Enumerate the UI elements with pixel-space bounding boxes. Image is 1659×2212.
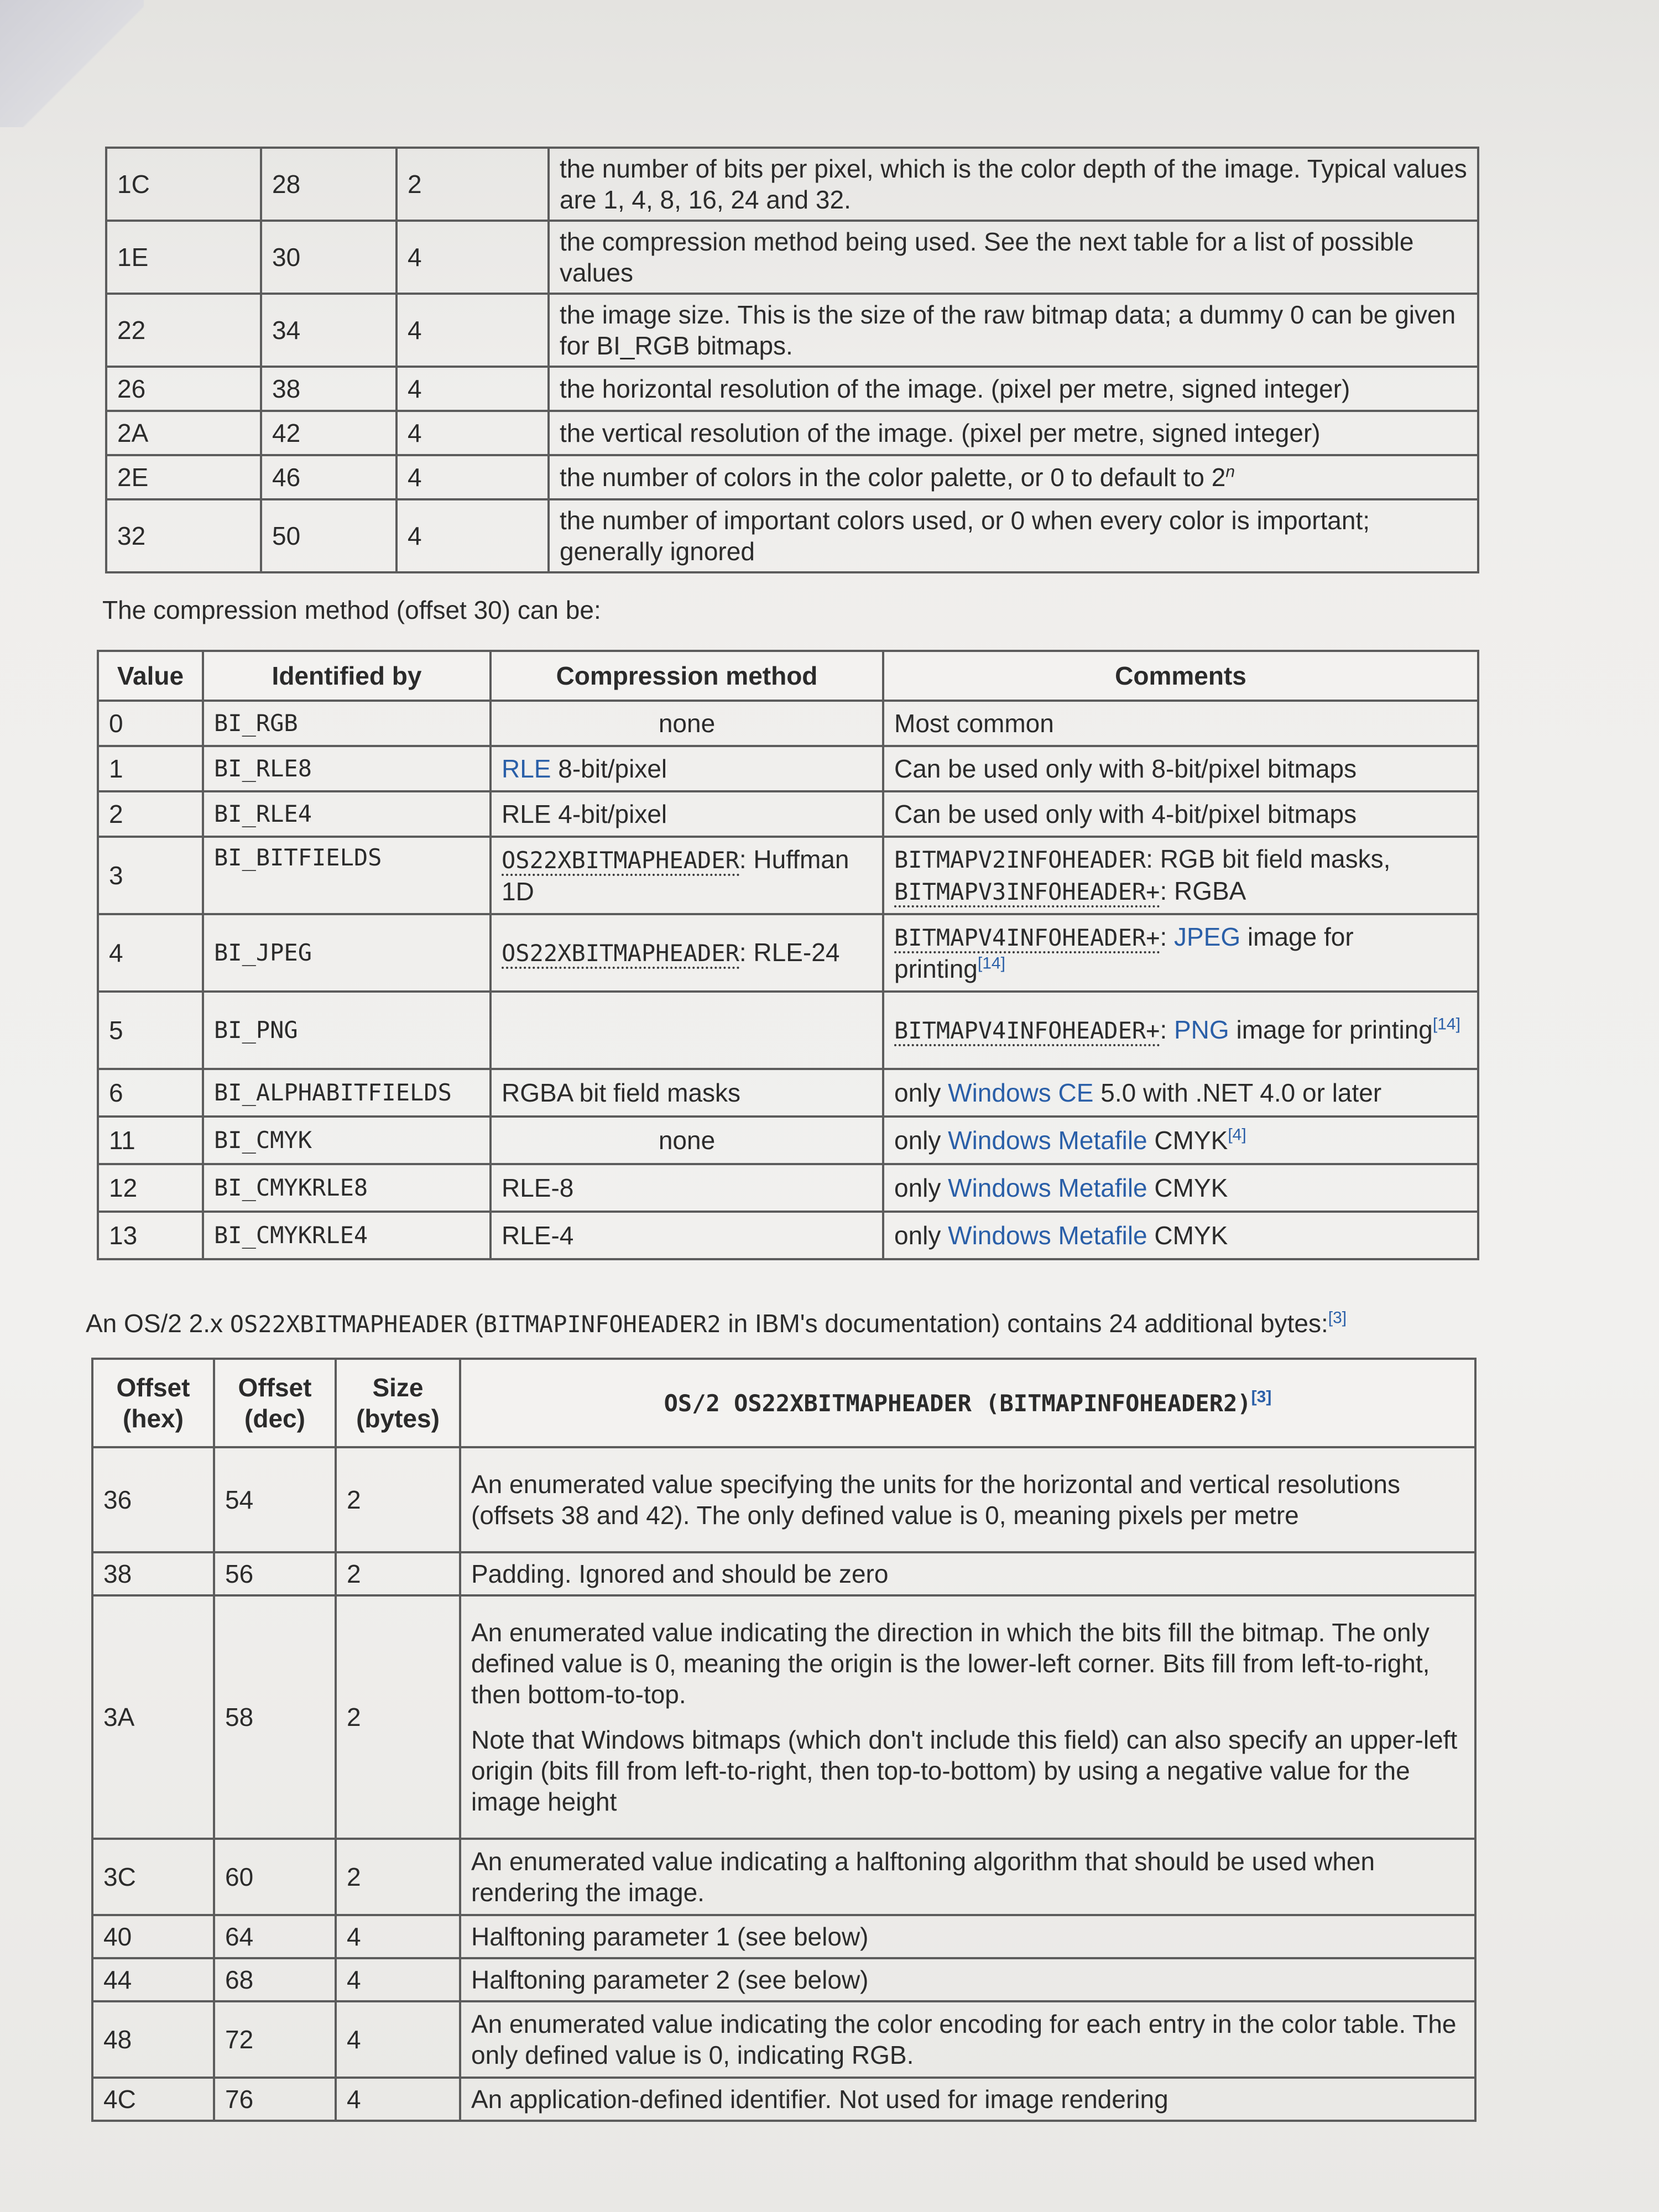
identifier-cell: BI_RGB: [203, 701, 491, 746]
os2-bitmapheader-table: [91, 1358, 1477, 2122]
comment-text: only: [894, 1173, 948, 1202]
reference-3-link[interactable]: [3]: [1251, 1387, 1272, 1406]
method-text: : Huffman 1D: [502, 845, 849, 906]
offset-dec-cell: 64: [214, 1915, 336, 1958]
offset-dec-cell: 50: [261, 499, 397, 572]
bitmapv2infoheader-text: BITMAPV2INFOHEADER: [894, 846, 1146, 873]
comment-text: 5.0 with .NET 4.0 or later: [1093, 1078, 1382, 1107]
offset-hex-cell: 38: [92, 1552, 214, 1595]
title-text: OS/2 OS22XBITMAPHEADER: [664, 1390, 972, 1417]
identifier-cell: BI_RLE8: [203, 746, 491, 791]
method-cell: [491, 746, 883, 791]
description-cell: the number of important colors used, or 0 when every color is important; generally ignored: [549, 499, 1478, 572]
windows-ce-link[interactable]: Windows CE: [948, 1078, 1094, 1107]
offset-hex-cell: 26: [106, 367, 261, 411]
offset-hex-cell: 1E: [106, 221, 261, 294]
table-row: [98, 791, 1478, 837]
comment-cell: Can be used only with 4-bit/pixel bitmaps: [883, 791, 1478, 837]
caption-text: (: [467, 1309, 483, 1338]
os22xbitmapheader-code: OS22XBITMAPHEADER: [229, 1311, 468, 1338]
comment-cell: [883, 992, 1478, 1069]
comment-cell: [883, 1069, 1478, 1117]
table-row: [98, 701, 1478, 746]
offset-dec-cell: 60: [214, 1839, 336, 1915]
exponent: n: [1225, 462, 1235, 481]
size-cell: 2: [336, 1839, 460, 1915]
identifier-cell: BI_JPEG: [203, 914, 491, 992]
description-text: An enumerated value indicating the direction in which the bits fill the bitmap. The only defined value is 0, meaning the origin is the lower-left corner. Bits fill from left-to-right, then bottom-to-top.: [471, 1618, 1430, 1709]
page-corner-shadow: [0, 0, 144, 127]
identifier-cell: BI_CMYK: [203, 1117, 491, 1164]
description-cell: An application-defined identifier. Not used for image rendering: [460, 2078, 1475, 2121]
column-header-size: Size (bytes): [336, 1359, 460, 1447]
table-row: [106, 411, 1478, 455]
column-header: Comments: [883, 651, 1478, 701]
comment-text: only: [894, 1221, 948, 1250]
windows-metafile-link[interactable]: Windows Metafile: [948, 1126, 1147, 1155]
compression-caption: The compression method (offset 30) can be:: [102, 596, 601, 624]
description-cell: the vertical resolution of the image. (pixel per metre, signed integer): [549, 411, 1478, 455]
comment-text: CMYK: [1147, 1221, 1228, 1250]
description-cell: Padding. Ignored and should be zero: [460, 1552, 1475, 1595]
size-cell: 4: [336, 2078, 460, 2121]
size-cell: 4: [397, 221, 549, 294]
size-cell: 2: [336, 1595, 460, 1839]
os2-header-caption: [86, 1308, 1347, 1340]
identifier-cell: BI_CMYKRLE4: [203, 1212, 491, 1259]
comment-text: only: [894, 1126, 948, 1155]
method-cell: none: [491, 701, 883, 746]
column-header: Identified by: [203, 651, 491, 701]
method-cell: [491, 992, 883, 1069]
compression-method-table: [97, 650, 1479, 1260]
column-header: Compression method: [491, 651, 883, 701]
column-header-offset-dec: Offset (dec): [214, 1359, 336, 1447]
description-cell: Halftoning parameter 2 (see below): [460, 1958, 1475, 2001]
offset-hex-cell: 22: [106, 294, 261, 367]
value-cell: 11: [98, 1117, 203, 1164]
table-row: [92, 1447, 1475, 1552]
description-cell: An enumerated value indicating the color encoding for each entry in the color table. The only defined value is 0, indicating RGB.: [460, 2001, 1475, 2078]
method-text: 8-bit/pixel: [551, 754, 667, 783]
offset-dec-cell: 58: [214, 1595, 336, 1839]
method-cell: [491, 914, 883, 992]
offset-dec-cell: 54: [214, 1447, 336, 1552]
table-row: [98, 1212, 1478, 1259]
table-row: [106, 294, 1478, 367]
jpeg-link[interactable]: JPEG: [1174, 922, 1241, 951]
table-row: [92, 1915, 1475, 1958]
value-cell: 2: [98, 791, 203, 837]
offset-dec-cell: 30: [261, 221, 397, 294]
table-header-row: [92, 1359, 1475, 1447]
table-row: [106, 367, 1478, 411]
comment-cell: [883, 837, 1478, 914]
table-row: [92, 2001, 1475, 2078]
offset-hex-cell: 32: [106, 499, 261, 572]
comment-text: CMYK: [1147, 1173, 1228, 1202]
comment-cell: [883, 1117, 1478, 1164]
reference-3-link[interactable]: [3]: [1328, 1308, 1347, 1327]
size-cell: 4: [336, 1958, 460, 2001]
table-row: [98, 992, 1478, 1069]
table-row: [98, 746, 1478, 791]
comment-text: : RGB bit field masks,: [1146, 844, 1391, 873]
png-link[interactable]: PNG: [1174, 1015, 1229, 1044]
method-cell: RGBA bit field masks: [491, 1069, 883, 1117]
rle-link[interactable]: RLE: [502, 754, 551, 783]
table-header-row: [98, 651, 1478, 701]
description-note: Note that Windows bitmaps (which don't include this field) can also specify an upper-left origin (bits fill from left-to-right, then top-to-bottom) by using a negative value for the image height: [471, 1725, 1458, 1816]
value-cell: 13: [98, 1212, 203, 1259]
reference-14-link[interactable]: [14]: [977, 954, 1005, 973]
table-row: [98, 837, 1478, 914]
caption-text: An OS/2 2.x: [86, 1309, 230, 1338]
size-cell: 4: [397, 455, 549, 499]
table-row: [92, 1595, 1475, 1839]
value-cell: 3: [98, 837, 203, 914]
caption-text: in IBM's documentation) contains 24 additional bytes:: [721, 1309, 1328, 1338]
column-header: Value: [98, 651, 203, 701]
offset-dec-cell: 68: [214, 1958, 336, 2001]
comment-sep: :: [1160, 922, 1174, 951]
method-text: : RLE-24: [739, 938, 840, 967]
value-cell: 5: [98, 992, 203, 1069]
value-cell: 4: [98, 914, 203, 992]
title-text: (BITMAPINFOHEADER2): [971, 1390, 1251, 1417]
table-row: [92, 2078, 1475, 2121]
description-cell: [460, 1595, 1475, 1839]
offset-dec-cell: 28: [261, 148, 397, 221]
offset-dec-cell: 38: [261, 367, 397, 411]
description-cell: the image size. This is the size of the raw bitmap data; a dummy 0 can be given for BI_RGB bitmaps.: [549, 294, 1478, 367]
value-cell: 6: [98, 1069, 203, 1117]
windows-metafile-link[interactable]: Windows Metafile: [948, 1173, 1147, 1202]
bitmapv4infoheader-link[interactable]: BITMAPV4INFOHEADER+: [894, 1017, 1160, 1046]
column-header-offset-hex: Offset (hex): [92, 1359, 214, 1447]
windows-metafile-link[interactable]: Windows Metafile: [948, 1221, 1147, 1250]
table-row: [98, 1164, 1478, 1212]
table-row: [92, 1839, 1475, 1915]
size-cell: 4: [336, 2001, 460, 2078]
description-cell: An enumerated value specifying the units for the horizontal and vertical resolutions (offsets 38 and 42). The only defined value is 0, meaning pixels per metre: [460, 1447, 1475, 1552]
size-cell: 2: [336, 1447, 460, 1552]
description-cell: An enumerated value indicating a halftoning algorithm that should be used when rendering the image.: [460, 1839, 1475, 1915]
description-cell: the compression method being used. See the next table for a list of possible values: [549, 221, 1478, 294]
os22xbitmapheader-link[interactable]: OS22XBITMAPHEADER: [502, 940, 739, 969]
comment-text: image for printing: [1229, 1015, 1433, 1044]
offset-dec-cell: 72: [214, 2001, 336, 2078]
table-row: [98, 1069, 1478, 1117]
method-cell: [491, 837, 883, 914]
offset-hex-cell: 4C: [92, 2078, 214, 2121]
bitmapinfoheader2-code: BITMAPINFOHEADER2: [483, 1311, 721, 1338]
method-cell: RLE-8: [491, 1164, 883, 1212]
size-cell: 4: [397, 411, 549, 455]
identifier-cell: BI_RLE4: [203, 791, 491, 837]
table-row: [98, 1117, 1478, 1164]
reference-4-link[interactable]: [4]: [1228, 1125, 1246, 1144]
description-text: the number of colors in the color palette, or 0 to default to 2: [560, 463, 1226, 492]
size-cell: 2: [397, 148, 549, 221]
table-row: [106, 499, 1478, 572]
comment-cell: [883, 914, 1478, 992]
size-cell: 4: [397, 294, 549, 367]
identifier-cell: BI_PNG: [203, 992, 491, 1069]
description-cell: the horizontal resolution of the image. (pixel per metre, signed integer): [549, 367, 1478, 411]
offset-hex-cell: 40: [92, 1915, 214, 1958]
table-row: [106, 148, 1478, 221]
method-cell: none: [491, 1117, 883, 1164]
comment-text: only: [894, 1078, 948, 1107]
offset-dec-cell: 56: [214, 1552, 336, 1595]
comment-text: CMYK: [1147, 1126, 1228, 1155]
table-row: [92, 1552, 1475, 1595]
identifier-cell: BI_BITFIELDS: [203, 837, 491, 914]
size-cell: 4: [336, 1915, 460, 1958]
offset-dec-cell: 42: [261, 411, 397, 455]
bitmapv4infoheader-link[interactable]: BITMAPV4INFOHEADER+: [894, 924, 1160, 953]
offset-hex-cell: 2A: [106, 411, 261, 455]
value-cell: 0: [98, 701, 203, 746]
bitmapv3infoheader-link[interactable]: BITMAPV3INFOHEADER+: [894, 878, 1160, 907]
size-cell: 4: [397, 367, 549, 411]
os22xbitmapheader-link[interactable]: OS22XBITMAPHEADER: [502, 847, 739, 876]
bitmap-header-table-continued: [105, 147, 1479, 573]
offset-hex-cell: 3A: [92, 1595, 214, 1839]
column-header-title: [460, 1359, 1475, 1447]
offset-hex-cell: 1C: [106, 148, 261, 221]
offset-dec-cell: 34: [261, 294, 397, 367]
offset-dec-cell: 46: [261, 455, 397, 499]
size-cell: 2: [336, 1552, 460, 1595]
identifier-cell: BI_ALPHABITFIELDS: [203, 1069, 491, 1117]
comment-text: image for printing: [894, 922, 1354, 983]
table-row: [106, 455, 1478, 499]
description-cell: the number of bits per pixel, which is the color depth of the image. Typical values are 1, 4, 8, 16, 24 and 32.: [549, 148, 1478, 221]
description-cell: [549, 455, 1478, 499]
offset-hex-cell: 36: [92, 1447, 214, 1552]
offset-hex-cell: 44: [92, 1958, 214, 2001]
offset-hex-cell: 2E: [106, 455, 261, 499]
value-cell: 12: [98, 1164, 203, 1212]
table-row: [92, 1958, 1475, 2001]
comment-cell: Most common: [883, 701, 1478, 746]
offset-hex-cell: 48: [92, 2001, 214, 2078]
comment-sep: :: [1160, 1015, 1174, 1044]
comment-cell: Can be used only with 8-bit/pixel bitmaps: [883, 746, 1478, 791]
value-cell: 1: [98, 746, 203, 791]
method-cell: RLE-4: [491, 1212, 883, 1259]
description-cell: Halftoning parameter 1 (see below): [460, 1915, 1475, 1958]
identifier-cell: BI_CMYKRLE8: [203, 1164, 491, 1212]
offset-dec-cell: 76: [214, 2078, 336, 2121]
size-cell: 4: [397, 499, 549, 572]
method-cell: RLE 4-bit/pixel: [491, 791, 883, 837]
comment-cell: [883, 1164, 1478, 1212]
offset-hex-cell: 3C: [92, 1839, 214, 1915]
table-row: [106, 221, 1478, 294]
comment-cell: [883, 1212, 1478, 1259]
table-row: [98, 914, 1478, 992]
comment-text: : RGBA: [1160, 877, 1246, 905]
reference-14-link[interactable]: [14]: [1432, 1015, 1460, 1034]
